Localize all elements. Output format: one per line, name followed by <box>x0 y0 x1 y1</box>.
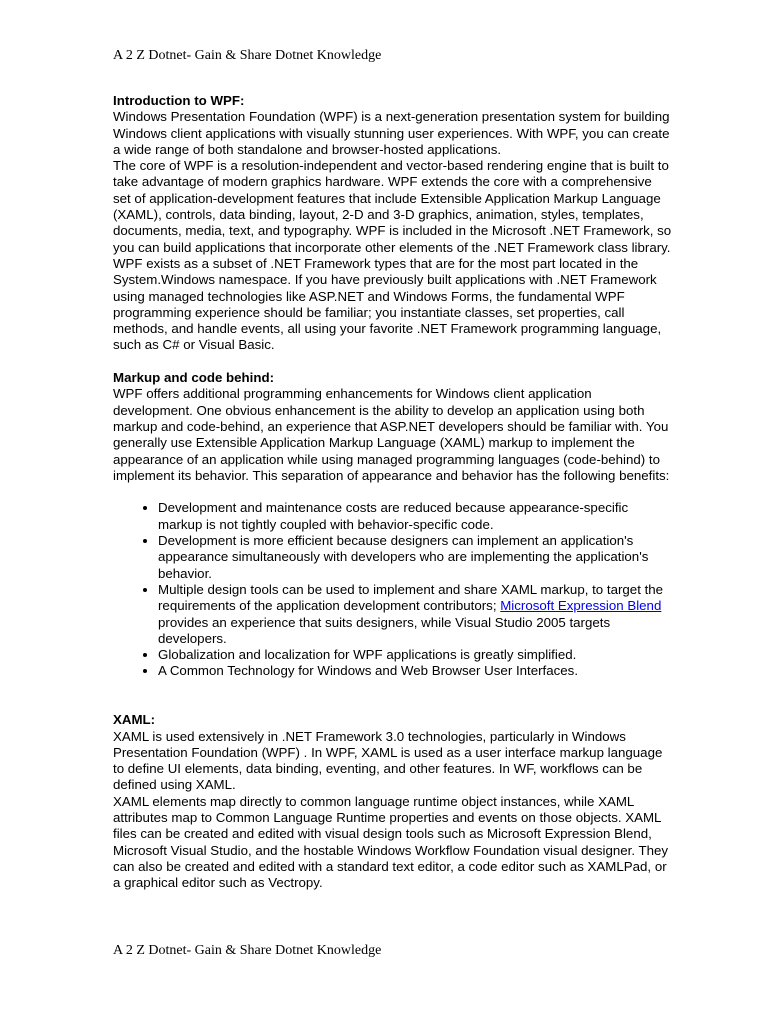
spacer <box>113 696 673 712</box>
paragraph-xaml-2: XAML elements map directly to common language runtime object instances, while XAML attributes map to Common Language Runtime properties and events on those objects. XAML files can be created and edited with visual design tools such as Microsoft Expression Blend, Microsoft Visual Studio, and the hostable Windows Workflow Foundation visual designer. They can also be created and edited with a standard text editor, a code editor such as XAMLPad, or a graphical editor such as Vectropy. <box>113 793 669 891</box>
spacer <box>113 680 673 696</box>
paragraph-xaml-1: XAML is used extensively in .NET Framework 3.0 technologies, particularly in Windows Presentation Foundation (WPF) . In WPF, XAML is used as a user interface markup language to define UI elements, data binding, eventing, and other features. In WF, workflows can be defined using XAML. <box>113 728 663 793</box>
section-heading-markup: Markup and code behind: <box>113 370 275 386</box>
spacer <box>113 354 673 370</box>
list-item-text: Multiple design tools can be used to implement and share XAML markup, to target the requirements of the application development contributors; <box>158 581 664 614</box>
benefits-list <box>113 500 673 679</box>
list-item: • Globalization and localization for WPF applications is greatly simplified. <box>158 647 673 663</box>
list-item-text: provides an experience that suits designers, while Visual Studio 2005 targets developers. <box>158 614 611 646</box>
list-item: • Development is more efficient because designers can implement an application's appearance simultaneously with developers who are implementing the application's behavior. <box>158 533 673 582</box>
spacer <box>113 484 673 500</box>
paragraph-intro-3: WPF exists as a subset of .NET Framework types that are for the most part located in the System.Windows namespace. If you have previously built applications with .NET Framework using managed technologies like ASP.NET and Windows Forms, the fundamental WPF programming experience should be familiar; you instantiate classes, set properties, call methods, and handle events, all using your favorite .NET Framework programming language, such as C# or Visual Basic. <box>113 255 662 353</box>
list-item: • A Common Technology for Windows and Web Browser User Interfaces. <box>158 663 673 679</box>
paragraph-markup-1: WPF offers additional programming enhancements for Windows client application development. One obvious enhancement is the ability to develop an application using both markup and code-behind, an experience that ASP.NET developers should be familiar with. You generally use Extensible Application Markup Language (XAML) markup to implement the appearance of an application while using managed programming languages (code-behind) to implement its behavior. This separation of appearance and behavior has the following benefits: <box>113 386 670 483</box>
list-item <box>158 582 673 647</box>
document-body <box>113 93 673 892</box>
paragraph-intro-1: Windows Presentation Foundation (WPF) is a next-generation presentation system for building Windows client applications with visually stunning user experiences. With WPF, you can create a wide range of both standalone and browser-hosted applications. <box>113 109 670 157</box>
paragraph-intro-2: The core of WPF is a resolution-independent and vector-based rendering engine that is built to take advantage of modern graphics hardware. WPF extends the core with a comprehensive set of application-development features that include Extensible Application Markup Language (XAML), controls, data binding, layout, 2-D and 3-D graphics, animation, styles, templates, documents, media, text, and typography. WPF is included in the Microsoft .NET Framework, so you can build applications that incorporate other elements of the .NET Framework class library. <box>113 158 672 255</box>
list-item: • Development and maintenance costs are reduced because appearance-specific markup is not tightly coupled with behavior-specific code. <box>158 500 673 533</box>
page-footer: A 2 Z Dotnet- Gain & Share Dotnet Knowledge <box>113 943 382 958</box>
page-header: A 2 Z Dotnet- Gain & Share Dotnet Knowledge <box>113 48 382 63</box>
expression-blend-link[interactable]: Microsoft Expression Blend <box>500 598 662 614</box>
section-heading-intro: Introduction to WPF: <box>113 93 245 108</box>
section-heading-xaml: XAML: <box>113 712 156 728</box>
